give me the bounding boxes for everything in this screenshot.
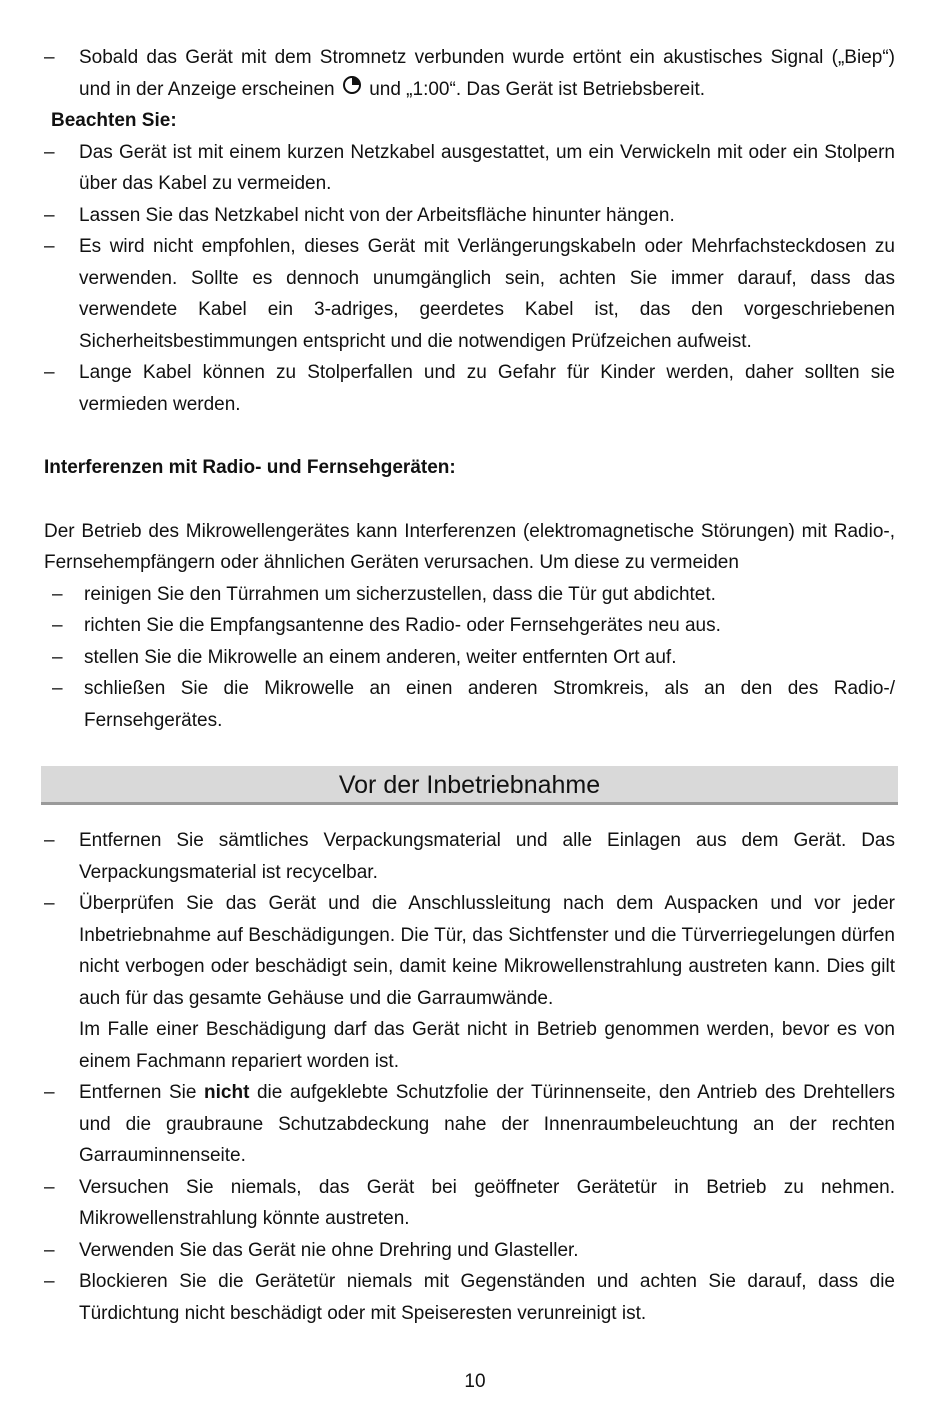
list-item-text: und „1:00“. Das Gerät ist Betriebsbereit.	[369, 78, 706, 100]
interference-title: Interferenzen mit Radio- und Fernsehgeräten:	[44, 457, 456, 478]
list-item	[44, 610, 895, 642]
dash-bullet: –	[52, 615, 63, 636]
dash-bullet: –	[52, 678, 63, 699]
list-item	[44, 888, 895, 1014]
list-item-text: Entfernen Sie	[79, 1082, 197, 1103]
list-item-continuation: Im Falle einer Beschädigung darf das Gerät nicht in Betrieb genommen werden, bevor es von einem Fachmann repariert worden ist.	[79, 1019, 895, 1072]
list-item-text: Das Gerät ist mit einem kurzen Netzkabel ausgestattet, um ein Verwickeln mit oder ein Stolpern über das Kabel zu vermeiden.	[79, 141, 895, 194]
list-item	[44, 1235, 895, 1267]
clock-quarter-icon	[343, 76, 361, 94]
list-item-text: Es wird nicht empfohlen, dieses Gerät mit Verlängerungskabeln oder Mehrfachsteckdosen zu verwenden. Sollte es dennoch unumgänglich sein, achten Sie immer darauf, dass das verwendete Kabel ein 3-adriges, geerdetes Kabel ist, das den vorgeschriebenen Sicherheitsbestimmungen entspricht und die notwendigen Prüfzeichen aufweist.	[79, 236, 895, 352]
dash-bullet: –	[44, 236, 55, 257]
list-item-text: richten Sie die Empfangsantenne des Radio- oder Fernsehgerätes neu aus.	[84, 615, 721, 636]
note-title: Beachten Sie:	[51, 110, 177, 131]
list-item-text: reinigen Sie den Türrahmen um sicherzustellen, dass die Tür gut abdichtet.	[84, 583, 716, 605]
list-item	[44, 231, 895, 357]
list-item	[44, 825, 895, 888]
list-item-text: Entfernen Sie sämtliches Verpackungsmaterial und alle Einlagen aus dem Gerät. Das Verpackungsmaterial ist recycelbar.	[79, 830, 895, 883]
spacer	[44, 420, 895, 452]
list-item	[44, 579, 895, 611]
dash-bullet: –	[44, 893, 55, 914]
list-item-text: Lange Kabel können zu Stolperfallen und zu Gefahr für Kinder werden, daher sollten sie vermieden werden.	[79, 362, 895, 415]
dash-bullet: –	[44, 1082, 55, 1103]
dash-bullet: –	[44, 204, 55, 226]
list-item-text: Sobald das Gerät mit dem Stromnetz verbunden wurde ertönt ein akustisches Signal („Biep“) und in der Anzeige erscheinen	[79, 47, 895, 100]
dash-bullet: –	[44, 830, 55, 851]
list-item	[44, 200, 895, 232]
interference-paragraph: Der Betrieb des Mikrowellengerätes kann Interferenzen (elektromagnetische Störungen) mit Radio-, Fernsehempfängern oder ähnlichen Geräten verursachen. Um diese zu vermeiden	[44, 520, 895, 573]
list-item	[44, 1172, 895, 1235]
list-item-text: die aufgeklebte Schutzfolie der Türinnenseite, den Antrieb des Drehtellers und die graubraune Schutzabdeckung nahe der Innenraumbeleuchtung an der rechten Garrauminnenseite.	[79, 1082, 895, 1166]
dash-bullet: –	[44, 1239, 55, 1261]
spacer	[44, 484, 895, 516]
dash-bullet: –	[44, 141, 55, 163]
list-item	[44, 1077, 895, 1172]
section-heading-banner	[41, 766, 898, 805]
document-page	[44, 42, 895, 1329]
list-item-text: schließen Sie die Mikrowelle an einen anderen Stromkreis, als an den des Radio-/ Fernsehgerätes.	[84, 678, 895, 731]
list-item	[44, 642, 895, 674]
page-number: 10	[464, 1371, 486, 1392]
dash-bullet: –	[44, 1176, 55, 1198]
dash-bullet: –	[52, 583, 63, 605]
list-item-text: stellen Sie die Mikrowelle an einem anderen, weiter entfernten Ort auf.	[84, 646, 677, 668]
emphasis-text: nicht	[204, 1082, 250, 1103]
dash-bullet: –	[44, 1271, 55, 1292]
list-item	[44, 673, 895, 736]
list-item	[44, 1266, 895, 1329]
list-item-text: Lassen Sie das Netzkabel nicht von der Arbeitsfläche hinunter hängen.	[79, 204, 675, 226]
dash-bullet: –	[52, 646, 63, 668]
dash-bullet: –	[44, 362, 55, 383]
list-item-text: Versuchen Sie niemals, das Gerät bei geöffneter Gerätetür in Betrieb zu nehmen. Mikrowellenstrahlung könnte austreten.	[79, 1176, 895, 1229]
section-heading: Vor der Inbetriebnahme	[338, 771, 601, 799]
dash-bullet: –	[44, 47, 55, 68]
list-item	[44, 137, 895, 200]
list-item-text: Blockieren Sie die Gerätetür niemals mit Gegenständen und achten Sie darauf, dass die Türdichtung nicht beschädigt oder mit Speiseresten verunreinigt ist.	[79, 1271, 895, 1324]
list-item-text: Verwenden Sie das Gerät nie ohne Drehring und Glasteller.	[79, 1239, 579, 1261]
list-item	[44, 357, 895, 420]
list-item-power-on	[44, 42, 895, 105]
list-item-text: Überprüfen Sie das Gerät und die Anschlussleitung nach dem Auspacken und vor jeder Inbetriebnahme auf Beschädigungen. Die Tür, das Sichtfenster und die Türverriegelungen dürfen nicht verbogen oder beschädigt sein, damit keine Mikrowellenstrahlung austreten kann. Dies gilt auch für das gesamte Gehäuse und die Garraumwände.	[79, 893, 895, 1009]
